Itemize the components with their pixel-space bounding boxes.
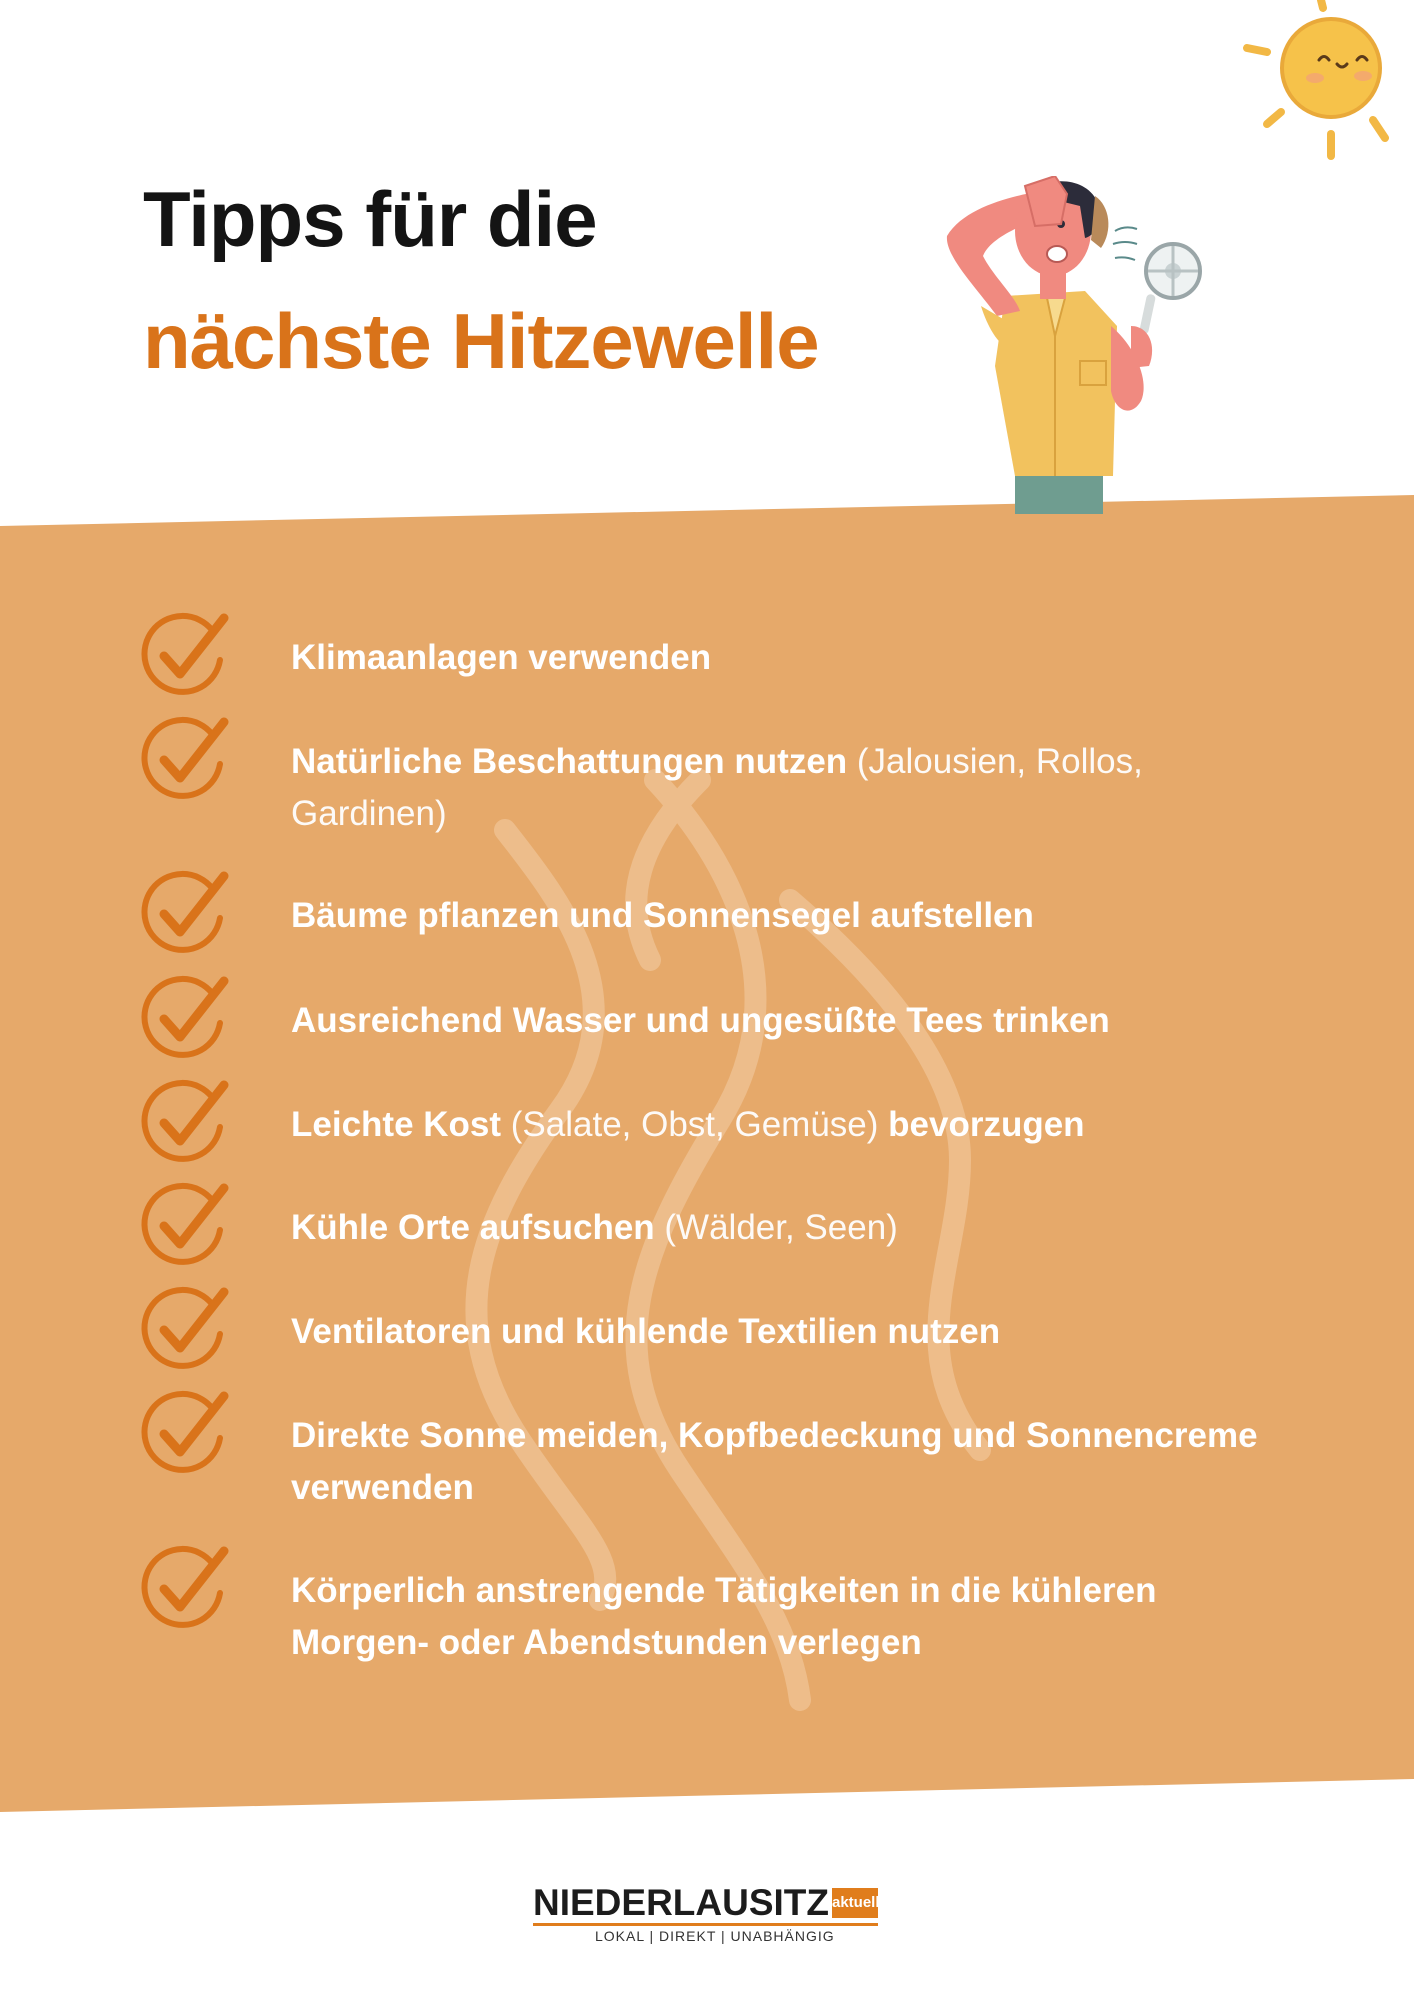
check-circle-icon <box>140 1286 230 1372</box>
tip-text <box>291 736 1291 840</box>
check-circle-icon <box>140 612 230 698</box>
tip-text <box>291 890 1291 942</box>
logo-tagline: LOKAL | DIREKT | UNABHÄNGIG <box>595 1928 835 1944</box>
tip-text-bold: Bäume pflanzen und Sonnensegel aufstellen <box>291 896 1034 935</box>
tip-text-regular: (Salate, Obst, Gemüse) <box>501 1105 889 1144</box>
tip-text <box>291 995 1291 1047</box>
tip-text-bold: bevorzugen <box>888 1105 1085 1144</box>
tip-text-bold: Kühle Orte aufsuchen <box>291 1208 655 1247</box>
page-title-line1: Tipps für die <box>143 175 597 263</box>
tip-text <box>291 1202 1291 1254</box>
logo-badge: aktuell <box>832 1888 878 1918</box>
tip-text-bold: Leichte Kost <box>291 1105 502 1144</box>
tip-text <box>291 1565 1291 1669</box>
tip-text-regular: (Wälder, Seen) <box>654 1208 898 1247</box>
footer-logo <box>533 1882 880 1944</box>
tip-text-bold: Körperlich anstrengende Tätigkeiten in die kühleren Morgen- oder Abendstunden verlegen <box>291 1571 1157 1662</box>
check-circle-icon <box>140 975 230 1061</box>
tip-text-bold: Natürliche Beschattungen nutzen <box>291 742 848 781</box>
tip-text-bold: Direkte Sonne meiden, Kopfbedeckung und Sonnencreme verwenden <box>291 1416 1258 1507</box>
tip-text <box>291 632 1291 684</box>
tip-text <box>291 1410 1291 1514</box>
tip-text-bold: Klimaanlagen verwenden <box>291 638 712 677</box>
check-circle-icon <box>140 1182 230 1268</box>
check-circle-icon <box>140 870 230 956</box>
tip-text-regular: (Jalousien, Rollos, Gardinen) <box>291 742 1143 833</box>
page-title-line2: nächste Hitzewelle <box>143 297 819 385</box>
check-circle-icon <box>140 1545 230 1631</box>
check-circle-icon <box>140 716 230 802</box>
check-circle-icon <box>140 1079 230 1165</box>
tip-text <box>291 1306 1291 1358</box>
tip-text-bold: Ventilatoren und kühlende Textilien nutzen <box>291 1312 1001 1351</box>
check-circle-icon <box>140 1390 230 1476</box>
logo-brand: NIEDERLAUSITZ <box>533 1882 829 1923</box>
logo-underline <box>533 1923 878 1926</box>
tip-text-bold: Ausreichend Wasser und ungesüßte Tees trinken <box>291 1001 1110 1040</box>
tip-text <box>291 1099 1291 1151</box>
